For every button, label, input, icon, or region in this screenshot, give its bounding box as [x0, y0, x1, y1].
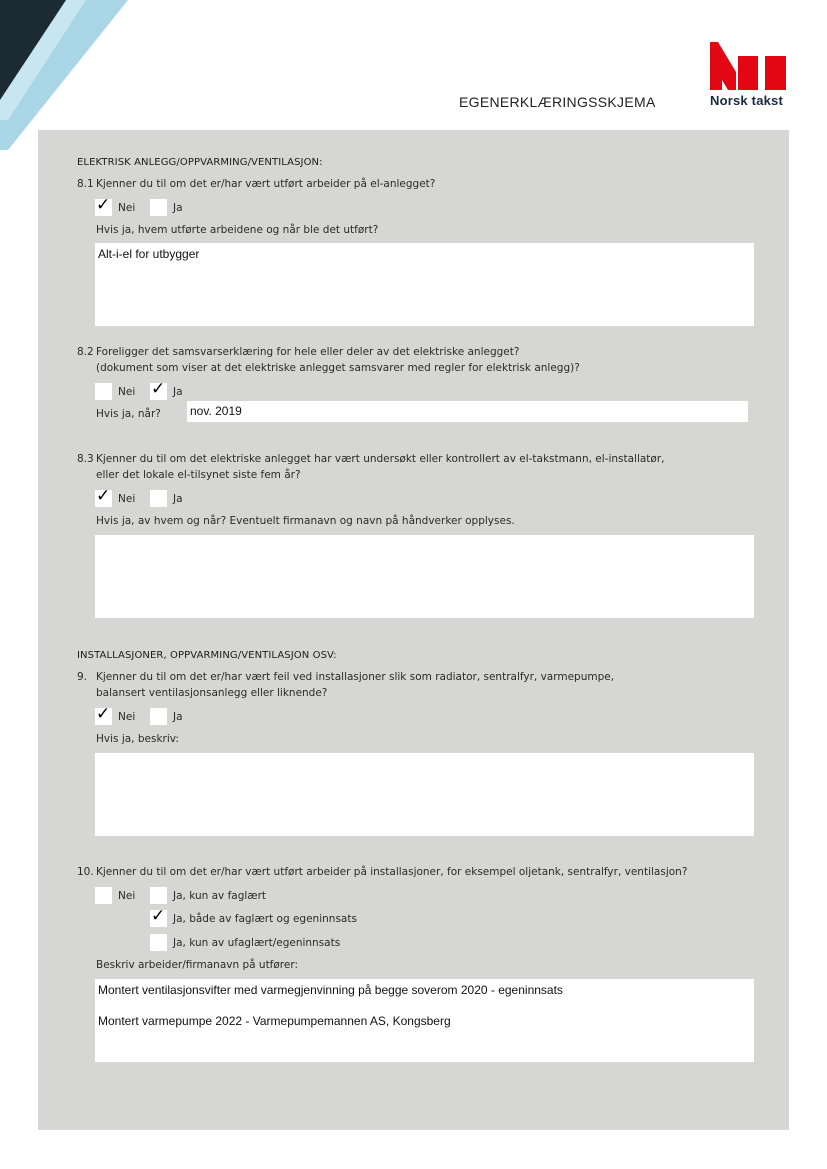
- q82-when-label: Hvis ja, når?: [96, 408, 161, 420]
- q10-both-checkbox[interactable]: [150, 906, 167, 927]
- q81-text: Kjenner du til om det er/har vært utført arbeider på el-anlegget?: [96, 178, 436, 190]
- q82-text-2: (dokument som viser at det elektriske anlegget samsvarer med regler for elektrisk anlegg)?: [96, 362, 580, 374]
- q81-ja-checkbox[interactable]: [150, 199, 167, 216]
- q10-text: Kjenner du til om det er/har vært utført arbeider på installasjoner, for eksempel oljetank, sentralfyr, ventilasjon?: [96, 866, 688, 878]
- q83-text: Kjenner du til om det elektriske anlegget har vært undersøkt eller kontrollert av el-takstmann, el-installatør,: [96, 453, 665, 465]
- q10-followup: Beskriv arbeider/firmanavn på utfører:: [96, 959, 299, 971]
- q82-nei-checkbox[interactable]: [95, 383, 112, 400]
- q83-answer-field[interactable]: [95, 535, 754, 618]
- check-icon: ✓: [96, 704, 111, 724]
- q83-nei-label: Nei: [118, 493, 136, 505]
- q81-nei-label: Nei: [118, 202, 136, 214]
- q82-nei-label: Nei: [118, 386, 136, 398]
- q81-followup: Hvis ja, hvem utførte arbeidene og når ble det utført?: [96, 224, 379, 236]
- q82-date-field[interactable]: [187, 401, 748, 422]
- q83-ja-checkbox[interactable]: [150, 490, 167, 507]
- q10-answer-line-1: Montert ventilasjonsvifter med varmegjenvinning på begge soverom 2020 - egeninnsats: [98, 983, 563, 997]
- q82-ja-label: Ja: [173, 386, 183, 398]
- q9-nei-checkbox[interactable]: [95, 704, 112, 725]
- q10-nei-checkbox[interactable]: [95, 887, 112, 904]
- q9-number: 9.: [77, 671, 88, 683]
- q10-skilled-checkbox[interactable]: [150, 887, 167, 904]
- q9-ja-label: Ja: [173, 711, 183, 723]
- q81-number: 8.1: [77, 178, 94, 190]
- q83-followup: Hvis ja, av hvem og når? Eventuelt firmanavn og navn på håndverker opplyses.: [96, 515, 515, 527]
- section-heading-installations: INSTALLASJONER, OPPVARMING/VENTILASJON OSV:: [77, 650, 337, 661]
- q9-nei-label: Nei: [118, 711, 136, 723]
- q10-nei-label: Nei: [118, 890, 136, 902]
- document-title: EGENERKLÆRINGSSKJEMA: [459, 94, 656, 110]
- q81-answer-field[interactable]: [95, 243, 754, 326]
- q9-text: Kjenner du til om det er/har vært feil ved installasjoner slik som radiator, sentralfyr, varmepumpe,: [96, 671, 615, 683]
- q10-skilled-label: Ja, kun av faglært: [173, 890, 267, 902]
- q10-unskilled-checkbox[interactable]: [150, 934, 167, 951]
- q82-ja-checkbox[interactable]: [150, 379, 167, 400]
- check-icon: ✓: [151, 379, 166, 399]
- q83-number: 8.3: [77, 453, 94, 465]
- q83-ja-label: Ja: [173, 493, 183, 505]
- q81-nei-checkbox[interactable]: [95, 195, 112, 216]
- check-icon: ✓: [96, 486, 111, 506]
- norsk-takst-logo: [710, 42, 788, 90]
- q83-text-2: eller det lokale el-tilsynet siste fem år?: [96, 469, 301, 481]
- q10-unskilled-label: Ja, kun av ufaglært/egeninnsats: [173, 937, 341, 949]
- q10-answer-line-2: Montert varmepumpe 2022 - Varmepumpemannen AS, Kongsberg: [98, 1014, 451, 1028]
- corner-decoration: [0, 0, 140, 150]
- q83-nei-checkbox[interactable]: [95, 486, 112, 507]
- q10-number: 10.: [77, 866, 94, 878]
- q81-answer-text: Alt-i-el for utbygger: [98, 247, 200, 261]
- section-heading-electrical: ELEKTRISK ANLEGG/OPPVARMING/VENTILASJON:: [77, 157, 323, 168]
- q9-ja-checkbox[interactable]: [150, 708, 167, 725]
- q82-number: 8.2: [77, 346, 94, 358]
- q82-text: Foreligger det samsvarserklæring for hele eller deler av det elektriske anlegget?: [96, 346, 520, 358]
- brand-name: Norsk takst: [710, 93, 784, 108]
- check-icon: ✓: [96, 195, 111, 215]
- q9-text-2: balansert ventilasjonsanlegg eller liknende?: [96, 687, 328, 699]
- q9-followup: Hvis ja, beskriv:: [96, 733, 179, 745]
- q81-ja-label: Ja: [173, 202, 183, 214]
- q10-answer-field[interactable]: [95, 979, 754, 1062]
- q10-both-label: Ja, både av faglært og egeninnsats: [173, 913, 357, 925]
- check-icon: ✓: [151, 906, 166, 926]
- q82-answer-text: nov. 2019: [190, 404, 242, 418]
- q9-answer-field[interactable]: [95, 753, 754, 836]
